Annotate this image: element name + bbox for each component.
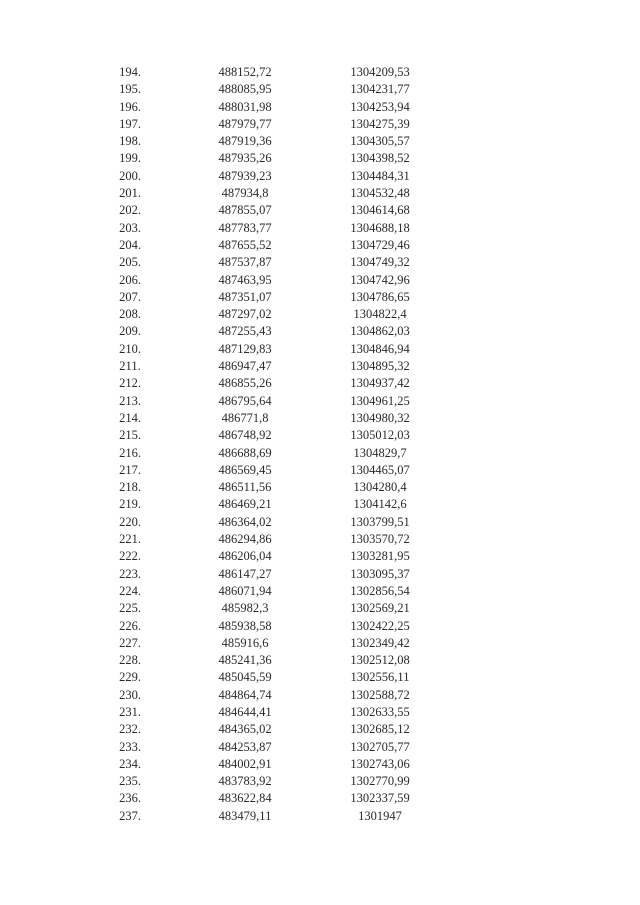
y-coordinate-cell: 1302685,12: [350, 722, 410, 737]
table-row: [90, 756, 440, 773]
point-number-cell: 198.: [119, 134, 141, 149]
x-coordinate-cell: 483479,11: [218, 808, 272, 823]
x-coordinate-cell: 487855,07: [218, 203, 272, 218]
point-number-cell: 213.: [119, 393, 141, 408]
y-coordinate-cell: 1302588,72: [350, 687, 410, 702]
x-coordinate-cell: 487919,36: [218, 134, 272, 149]
point-number-cell: 199.: [119, 151, 141, 166]
x-coordinate-cell: 487783,77: [218, 220, 272, 235]
point-number-cell: 206.: [119, 272, 141, 287]
y-coordinate-cell: 1304614,68: [350, 203, 410, 218]
table-row: [90, 306, 440, 323]
coordinates-table-body: [90, 64, 440, 825]
x-coordinate-cell: 485045,59: [218, 670, 272, 685]
table-row: [90, 254, 440, 271]
y-coordinate-cell: 1301947: [358, 808, 402, 823]
y-coordinate-cell: 1304786,65: [350, 289, 410, 304]
point-number-cell: 232.: [119, 722, 141, 737]
point-number-cell: 205.: [119, 255, 141, 270]
x-coordinate-cell: 486795,64: [218, 393, 272, 408]
point-number-cell: 212.: [119, 376, 141, 391]
y-coordinate-cell: 1304465,07: [350, 462, 410, 477]
y-coordinate-cell: 1302349,42: [350, 635, 410, 650]
x-coordinate-cell: 487939,23: [218, 168, 272, 183]
point-number-cell: 216.: [119, 445, 141, 460]
y-coordinate-cell: 1302337,59: [350, 791, 410, 806]
y-coordinate-cell: 1303799,51: [350, 514, 410, 529]
x-coordinate-cell: 485916,6: [221, 635, 269, 650]
y-coordinate-cell: 1304275,39: [350, 116, 410, 131]
y-coordinate-cell: 1304895,32: [350, 359, 410, 374]
table-row: [90, 445, 440, 462]
point-number-cell: 228.: [119, 653, 141, 668]
table-row: [90, 566, 440, 583]
table-row: [90, 531, 440, 548]
table-row: [90, 81, 440, 98]
y-coordinate-cell: 1304829,7: [353, 445, 407, 460]
x-coordinate-cell: 484365,02: [218, 722, 272, 737]
table-row: [90, 168, 440, 185]
point-number-cell: 207.: [119, 289, 141, 304]
point-number-cell: 225.: [119, 601, 141, 616]
table-row: [90, 462, 440, 479]
point-number-cell: 226.: [119, 618, 141, 633]
point-number-cell: 211.: [119, 359, 141, 374]
x-coordinate-cell: 488085,95: [218, 82, 272, 97]
point-number-cell: 208.: [119, 307, 141, 322]
x-coordinate-cell: 485241,36: [218, 653, 272, 668]
table-row: [90, 272, 440, 289]
x-coordinate-cell: 487351,07: [218, 289, 272, 304]
table-row: [90, 150, 440, 167]
table-row: [90, 704, 440, 721]
x-coordinate-cell: 483783,92: [218, 774, 272, 789]
x-coordinate-cell: 485938,58: [218, 618, 272, 633]
table-row: [90, 687, 440, 704]
y-coordinate-cell: 1302556,11: [350, 670, 410, 685]
table-row: [90, 514, 440, 531]
table-row: [90, 635, 440, 652]
table-row: [90, 427, 440, 444]
point-number-cell: 237.: [119, 808, 141, 823]
point-number-cell: 200.: [119, 168, 141, 183]
table-row: [90, 583, 440, 600]
table-row: [90, 739, 440, 756]
x-coordinate-cell: 487655,52: [218, 237, 272, 252]
table-row: [90, 375, 440, 392]
table-row: [90, 773, 440, 790]
x-coordinate-cell: 488031,98: [218, 99, 272, 114]
point-number-cell: 234.: [119, 756, 141, 771]
point-number-cell: 219.: [119, 497, 141, 512]
y-coordinate-cell: 1304862,03: [350, 324, 410, 339]
x-coordinate-cell: 487934,8: [221, 186, 269, 201]
y-coordinate-cell: 1304742,96: [350, 272, 410, 287]
x-coordinate-cell: 487979,77: [218, 116, 272, 131]
point-number-cell: 203.: [119, 220, 141, 235]
point-number-cell: 233.: [119, 739, 141, 754]
x-coordinate-cell: 484644,41: [218, 704, 272, 719]
point-number-cell: 201.: [119, 186, 141, 201]
x-coordinate-cell: 486147,27: [218, 566, 272, 581]
y-coordinate-cell: 1302512,08: [350, 653, 410, 668]
x-coordinate-cell: 486469,21: [218, 497, 272, 512]
table-row: [90, 548, 440, 565]
point-number-cell: 221.: [119, 532, 141, 547]
point-number-cell: 197.: [119, 116, 141, 131]
table-row: [90, 289, 440, 306]
table-row: [90, 99, 440, 116]
table-row: [90, 202, 440, 219]
y-coordinate-cell: 1303095,37: [350, 566, 410, 581]
y-coordinate-cell: 1304280,4: [353, 480, 407, 495]
x-coordinate-cell: 486771,8: [221, 410, 269, 425]
y-coordinate-cell: 1304484,31: [350, 168, 410, 183]
point-number-cell: 202.: [119, 203, 141, 218]
x-coordinate-cell: 487537,87: [218, 255, 272, 270]
y-coordinate-cell: 1304688,18: [350, 220, 410, 235]
table-row: [90, 496, 440, 513]
point-number-cell: 209.: [119, 324, 141, 339]
x-coordinate-cell: 487297,02: [218, 307, 272, 322]
point-number-cell: 222.: [119, 549, 141, 564]
table-row: [90, 341, 440, 358]
y-coordinate-cell: 1304398,52: [350, 151, 410, 166]
table-row: [90, 393, 440, 410]
y-coordinate-cell: 1304937,42: [350, 376, 410, 391]
point-number-cell: 236.: [119, 791, 141, 806]
table-row: [90, 237, 440, 254]
x-coordinate-cell: 484253,87: [218, 739, 272, 754]
y-coordinate-cell: 1303281,95: [350, 549, 410, 564]
point-number-cell: 231.: [119, 704, 141, 719]
x-coordinate-cell: 486855,26: [218, 376, 272, 391]
x-coordinate-cell: 486947,47: [218, 359, 272, 374]
table-row: [90, 220, 440, 237]
y-coordinate-cell: 1302770,99: [350, 774, 410, 789]
point-number-cell: 235.: [119, 774, 141, 789]
point-number-cell: 229.: [119, 670, 141, 685]
y-coordinate-cell: 1304961,25: [350, 393, 410, 408]
table-row: [90, 358, 440, 375]
table-row: [90, 116, 440, 133]
x-coordinate-cell: 486748,92: [218, 428, 272, 443]
y-coordinate-cell: 1303570,72: [350, 532, 410, 547]
y-coordinate-cell: 1304729,46: [350, 237, 410, 252]
point-number-cell: 214.: [119, 410, 141, 425]
point-number-cell: 230.: [119, 687, 141, 702]
y-coordinate-cell: 1302743,06: [350, 756, 410, 771]
y-coordinate-cell: 1302633,55: [350, 704, 410, 719]
table-row: [90, 790, 440, 807]
coordinates-table: [90, 64, 440, 825]
y-coordinate-cell: 1302422,25: [350, 618, 410, 633]
y-coordinate-cell: 1304209,53: [350, 65, 410, 79]
point-number-cell: 215.: [119, 428, 141, 443]
table-row: [90, 410, 440, 427]
x-coordinate-cell: 486511,56: [218, 480, 272, 495]
y-coordinate-cell: 1304253,94: [350, 99, 410, 114]
y-coordinate-cell: 1304142,6: [353, 497, 407, 512]
y-coordinate-cell: 1304305,57: [350, 134, 410, 149]
table-row: [90, 618, 440, 635]
table-row: [90, 64, 440, 81]
x-coordinate-cell: 484002,91: [218, 756, 272, 771]
x-coordinate-cell: 487935,26: [218, 151, 272, 166]
point-number-cell: 204.: [119, 237, 141, 252]
y-coordinate-cell: 1304749,32: [350, 255, 410, 270]
y-coordinate-cell: 1302856,54: [350, 583, 410, 598]
table-row: [90, 479, 440, 496]
table-row: [90, 133, 440, 150]
x-coordinate-cell: 486688,69: [218, 445, 272, 460]
y-coordinate-cell: 1302705,77: [350, 739, 410, 754]
y-coordinate-cell: 1304980,32: [350, 410, 410, 425]
point-number-cell: 224.: [119, 583, 141, 598]
point-number-cell: 194.: [119, 65, 141, 79]
table-row: [90, 185, 440, 202]
x-coordinate-cell: 487463,95: [218, 272, 272, 287]
point-number-cell: 217.: [119, 462, 141, 477]
point-number-cell: 196.: [119, 99, 141, 114]
x-coordinate-cell: 486569,45: [218, 462, 272, 477]
x-coordinate-cell: 483622,84: [218, 791, 272, 806]
x-coordinate-cell: 487255,43: [218, 324, 272, 339]
table-row: [90, 323, 440, 340]
y-coordinate-cell: 1304231,77: [350, 82, 410, 97]
y-coordinate-cell: 1305012,03: [350, 428, 410, 443]
x-coordinate-cell: 486364,02: [218, 514, 272, 529]
x-coordinate-cell: 486294,86: [218, 532, 272, 547]
point-number-cell: 218.: [119, 480, 141, 495]
y-coordinate-cell: 1304532,48: [350, 186, 410, 201]
table-row: [90, 652, 440, 669]
table-row: [90, 600, 440, 617]
x-coordinate-cell: 486206,04: [218, 549, 272, 564]
table-row: [90, 808, 440, 825]
table-row: [90, 721, 440, 738]
y-coordinate-cell: 1304846,94: [350, 341, 410, 356]
point-number-cell: 210.: [119, 341, 141, 356]
point-number-cell: 223.: [119, 566, 141, 581]
table-row: [90, 669, 440, 686]
x-coordinate-cell: 485982,3: [221, 601, 269, 616]
y-coordinate-cell: 1304822,4: [353, 307, 407, 322]
point-number-cell: 195.: [119, 82, 141, 97]
point-number-cell: 227.: [119, 635, 141, 650]
x-coordinate-cell: 484864,74: [218, 687, 272, 702]
x-coordinate-cell: 486071,94: [218, 583, 272, 598]
point-number-cell: 220.: [119, 514, 141, 529]
x-coordinate-cell: 487129,83: [218, 341, 272, 356]
y-coordinate-cell: 1302569,21: [350, 601, 410, 616]
x-coordinate-cell: 488152,72: [218, 65, 272, 79]
